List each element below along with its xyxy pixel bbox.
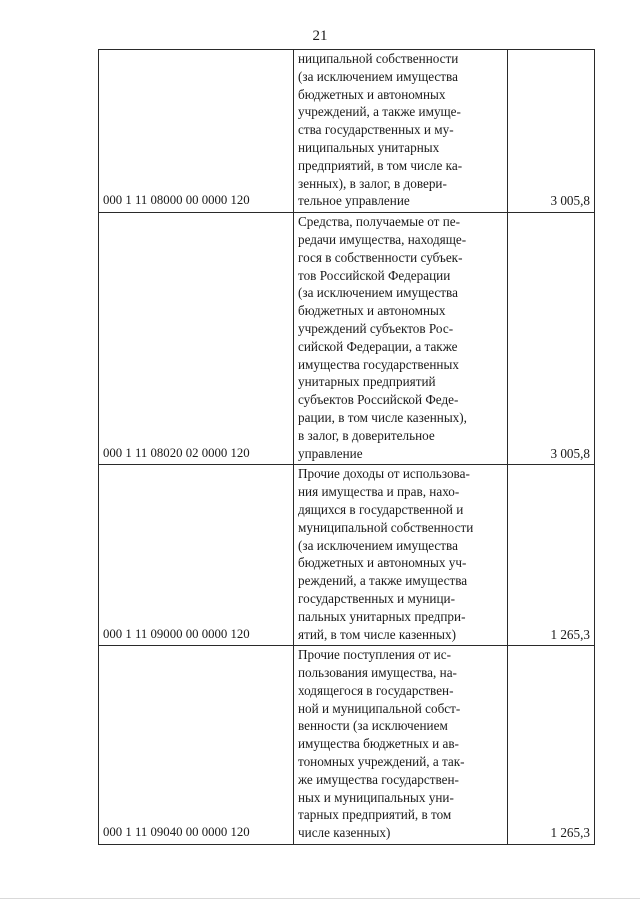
revenue-description-line: бюджетных и автономных уч- bbox=[298, 555, 467, 571]
revenue-description-line: государственных и муници- bbox=[298, 590, 455, 606]
revenue-description-line: Прочие поступления от ис- bbox=[298, 647, 451, 663]
revenue-description-cell bbox=[294, 213, 508, 465]
budget-classification-code: 000 1 11 09000 00 0000 120 bbox=[103, 626, 250, 641]
revenue-description-line: унитарных предприятий bbox=[298, 374, 436, 390]
amount-cell bbox=[508, 646, 595, 845]
revenue-description-line: (за исключением имущества bbox=[298, 537, 458, 553]
revenue-description-line: предприятий, в том числе ка- bbox=[298, 157, 463, 173]
amount-value: 1 265,3 bbox=[550, 626, 590, 642]
revenue-description-line: тономных учреждений, а так- bbox=[298, 754, 465, 770]
revenue-description-line: гося в собственности субъек- bbox=[298, 249, 463, 265]
revenue-description-line: сийской Федерации, а также bbox=[298, 338, 458, 354]
table-row bbox=[99, 213, 595, 465]
page-bottom-edge bbox=[0, 898, 640, 899]
amount-cell bbox=[508, 50, 595, 213]
amount-cell bbox=[508, 465, 595, 646]
amount-value: 1 265,3 bbox=[550, 825, 590, 841]
table-body bbox=[99, 50, 595, 845]
revenue-description-line: пальных унитарных предпри- bbox=[298, 608, 466, 624]
revenue-description-line: зенных), в залог, в довери- bbox=[298, 175, 447, 191]
revenue-description-line: пользования имущества, на- bbox=[298, 665, 457, 681]
budget-classification-code-cell bbox=[99, 646, 294, 845]
revenue-description-line: учреждений субъектов Рос- bbox=[298, 320, 454, 336]
revenue-description-line: (за исключением имущества bbox=[298, 68, 458, 84]
revenue-description-line: реждений, а также имущества bbox=[298, 573, 468, 589]
budget-classification-code: 000 1 11 08000 00 0000 120 bbox=[103, 193, 250, 208]
revenue-description-line: ния имущества и прав, нахо- bbox=[298, 484, 460, 500]
budget-classification-code: 000 1 11 09040 00 0000 120 bbox=[103, 825, 250, 840]
revenue-description-line: имущества государственных bbox=[298, 356, 459, 372]
table-row bbox=[99, 50, 595, 213]
revenue-description-line: же имущества государствен- bbox=[298, 771, 459, 787]
revenue-description-line: венности (за исключением bbox=[298, 718, 448, 734]
budget-classification-code: 000 1 11 08020 02 0000 120 bbox=[103, 445, 250, 460]
revenue-description-line: числе казенных) bbox=[298, 825, 391, 841]
table-row bbox=[99, 465, 595, 646]
revenue-description-line: ниципальной собственности bbox=[298, 51, 459, 66]
revenue-description-line: Средства, получаемые от пе- bbox=[298, 214, 461, 230]
revenue-description-line: бюджетных и автономных bbox=[298, 303, 446, 319]
revenue-description-cell bbox=[294, 465, 508, 646]
revenue-description-line: в залог, в доверительное bbox=[298, 427, 435, 443]
amount-value: 3 005,8 bbox=[550, 193, 590, 209]
revenue-description-line: бюджетных и автономных bbox=[298, 86, 446, 102]
revenue-description-line: муниципальной собственности bbox=[298, 519, 474, 535]
page-number: 21 bbox=[312, 28, 328, 44]
budget-classification-code-cell bbox=[99, 213, 294, 465]
revenue-description-line: тельное управление bbox=[298, 193, 410, 209]
revenue-description-cell bbox=[294, 50, 508, 213]
table-row bbox=[99, 646, 595, 845]
revenue-description-line: (за исключением имущества bbox=[298, 285, 458, 301]
revenue-description-line: имущества бюджетных и ав- bbox=[298, 736, 459, 752]
revenue-description-line: ятий, в том числе казенных) bbox=[298, 626, 456, 642]
revenue-description-line: рации, в том числе казенных), bbox=[298, 409, 467, 425]
revenue-description-line: управление bbox=[298, 445, 363, 461]
revenue-description-line: ной и муниципальной собст- bbox=[298, 700, 461, 716]
revenue-description-line: субъектов Российской Феде- bbox=[298, 392, 459, 408]
revenue-description-line: учреждений, а также имуще- bbox=[298, 104, 461, 120]
revenue-description-line: Прочие доходы от использова- bbox=[298, 466, 470, 482]
revenue-description-line: тарных предприятий, в том bbox=[298, 807, 452, 823]
revenue-description-line: ства государственных и му- bbox=[298, 122, 454, 138]
revenue-description-cell bbox=[294, 646, 508, 845]
revenue-description-line: ных и муниципальных уни- bbox=[298, 789, 454, 805]
revenue-description-line: ходящегося в государствен- bbox=[298, 682, 454, 698]
budget-classification-code-cell bbox=[99, 465, 294, 646]
revenue-description-line: ниципальных унитарных bbox=[298, 139, 440, 155]
revenue-description-line: тов Российской Федерации bbox=[298, 267, 451, 283]
revenue-description-line: дящихся в государственной и bbox=[298, 501, 464, 517]
budget-classification-code-cell bbox=[99, 50, 294, 213]
amount-value: 3 005,8 bbox=[550, 445, 590, 461]
budget-revenue-table bbox=[98, 49, 595, 845]
revenue-description-line: редачи имущества, находяще- bbox=[298, 231, 467, 247]
amount-cell bbox=[508, 213, 595, 465]
